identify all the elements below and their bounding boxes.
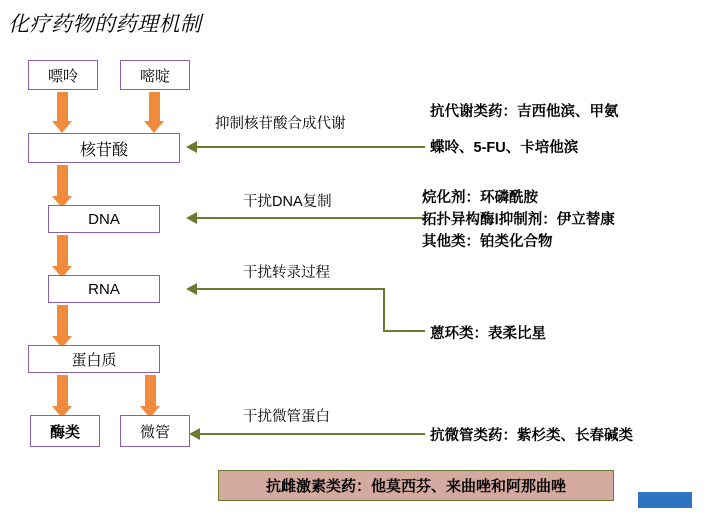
arrow-purine-to-nucleotide-shaft xyxy=(57,92,68,122)
connector-antimetabolite-arrowhead xyxy=(186,141,197,153)
label-interfere-microtubule: 干扰微管蛋白 xyxy=(243,409,330,425)
connector-rna-line-horizontal-bottom xyxy=(383,330,425,332)
connector-dna-arrowhead xyxy=(186,212,197,224)
node-purine[interactable]: 嘌呤 xyxy=(28,60,98,90)
node-pyrimidine[interactable]: 嘧啶 xyxy=(120,60,190,90)
label-interfere-transcription: 干扰转录过程 xyxy=(243,265,330,281)
label-inhibit-nucleotide: 抑制核苷酸合成代谢 xyxy=(215,116,346,132)
arrow-protein-to-microtubule-shaft xyxy=(145,375,156,407)
connector-rna-line-horizontal-top xyxy=(197,288,385,290)
arrow-pyrimidine-to-nucleotide-shaft xyxy=(149,92,160,122)
label-interfere-dna: 干扰DNA复制 xyxy=(243,194,332,210)
connector-rna-line-vertical xyxy=(383,288,385,332)
node-rna[interactable]: RNA xyxy=(48,275,160,303)
text-others: 其他类：铂类化合物 xyxy=(422,234,553,250)
connector-microtubule-line xyxy=(200,433,425,435)
text-topoisomerase: 拓扑异构酶Ⅰ抑制剂：伊立替康 xyxy=(422,212,615,228)
node-enzyme[interactable]: 酶类 xyxy=(30,415,100,447)
arrow-dna-to-rna-shaft xyxy=(57,235,68,267)
node-protein[interactable]: 蛋白质 xyxy=(28,345,160,373)
text-antimicrotubule: 抗微管类药：紫杉类、长春碱类 xyxy=(430,428,633,444)
text-antimetabolite-line1: 抗代谢类药：吉西他滨、甲氨 xyxy=(430,104,619,120)
arrow-nucleotide-to-dna-shaft xyxy=(57,165,68,197)
banner-antiestrogen: 抗雌激素类药：他莫西芬、来曲唑和阿那曲唑 xyxy=(218,470,614,501)
text-antimetabolite-line2: 蝶呤、5-FU、卡培他滨 xyxy=(430,140,579,156)
node-microtubule[interactable]: 微管 xyxy=(120,415,190,447)
connector-dna-line xyxy=(197,217,425,219)
page-title: 化疗药物的药理机制 xyxy=(8,12,202,36)
connector-antimetabolite-line xyxy=(197,146,425,148)
connector-microtubule-arrowhead xyxy=(189,428,200,440)
connector-rna-arrowhead xyxy=(186,283,197,295)
arrow-rna-to-protein-shaft xyxy=(57,305,68,337)
arrow-pyrimidine-to-nucleotide-head xyxy=(144,121,164,133)
arrow-purine-to-nucleotide-head xyxy=(52,121,72,133)
node-dna[interactable]: DNA xyxy=(48,205,160,233)
arrow-protein-to-enzyme-shaft xyxy=(57,375,68,407)
node-nucleotide[interactable]: 核苷酸 xyxy=(28,133,180,163)
text-alkylating: 烷化剂：环磷酰胺 xyxy=(422,190,538,206)
text-anthracycline: 蒽环类：表柔比星 xyxy=(430,326,546,342)
bottom-right-accent-bar xyxy=(638,492,692,508)
